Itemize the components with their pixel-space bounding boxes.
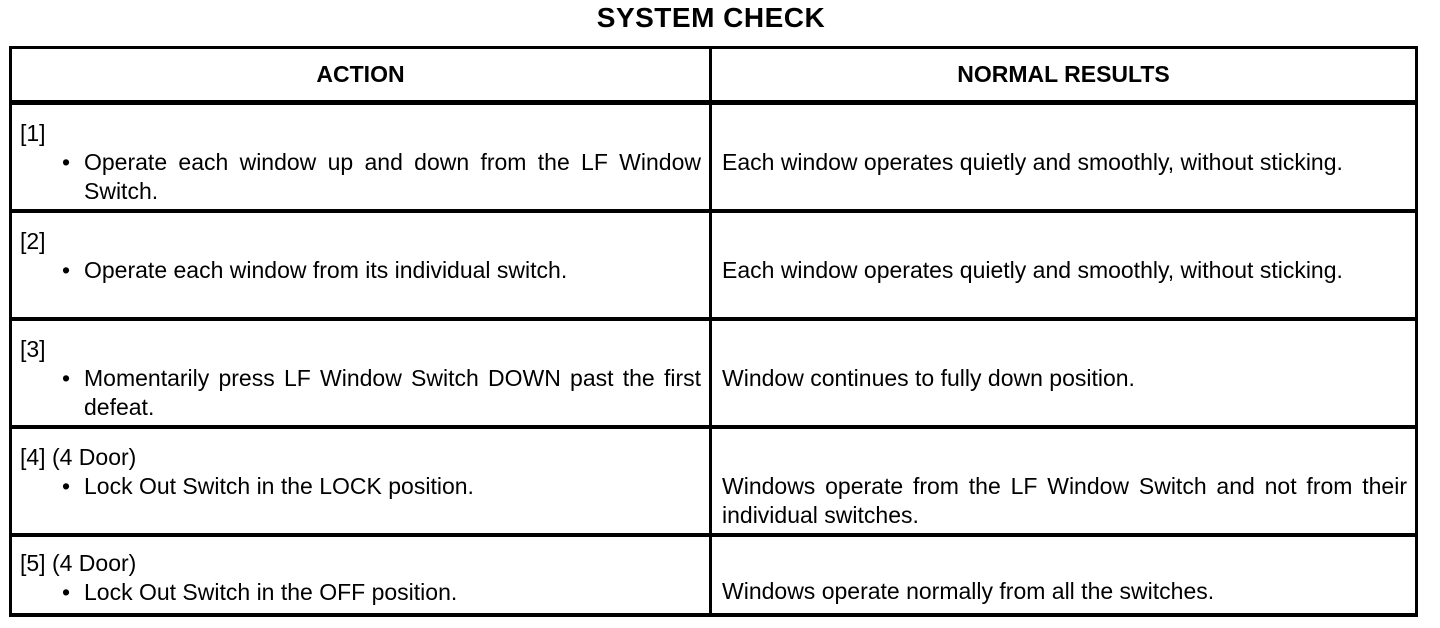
action-text: Momentarily press LF Window Switch DOWN past the first defeat. — [84, 364, 701, 420]
action-cell — [11, 535, 711, 615]
result-cell: Each window operates quietly and smoothly, without sticking. — [711, 211, 1417, 319]
step-label: [4] (4 Door) — [20, 443, 137, 470]
bullet-icon: • — [62, 578, 71, 605]
table-row — [11, 103, 1417, 211]
bullet-icon: • — [62, 472, 71, 499]
step-label: [5] (4 Door) — [20, 549, 137, 576]
result-cell: Each window operates quietly and smoothly, without sticking. — [711, 103, 1417, 211]
bullet-icon: • — [62, 149, 71, 175]
action-text: Operate each window from its individual switch. — [84, 256, 568, 283]
action-text: Lock Out Switch in the LOCK position. — [84, 472, 474, 499]
result-cell: Windows operate normally from all the switches. — [711, 535, 1417, 615]
table-row — [11, 319, 1417, 427]
table-row — [11, 211, 1417, 319]
action-cell — [11, 427, 711, 535]
page-title: SYSTEM CHECK — [596, 2, 826, 33]
action-column-header: ACTION — [11, 48, 711, 103]
action-cell — [11, 211, 711, 319]
action-text: Operate each window up and down from the LF Window Switch. — [84, 149, 701, 204]
step-label: [1] — [20, 120, 46, 146]
table-row — [11, 427, 1417, 535]
step-label: [3] — [20, 335, 46, 362]
bullet-icon: • — [62, 256, 71, 283]
action-cell — [11, 319, 711, 427]
header-row — [11, 48, 1417, 103]
results-column-header: NORMAL RESULTS — [711, 48, 1417, 103]
action-text: Lock Out Switch in the OFF position. — [84, 578, 458, 605]
result-cell: Window continues to fully down position. — [711, 319, 1417, 427]
system-check-table — [9, 46, 1418, 617]
table-row — [11, 535, 1417, 615]
bullet-icon: • — [62, 364, 71, 391]
result-cell: Windows operate from the LF Window Switch and not from their individual switches. — [711, 427, 1417, 535]
step-label: [2] — [20, 227, 46, 254]
action-cell — [11, 103, 711, 211]
